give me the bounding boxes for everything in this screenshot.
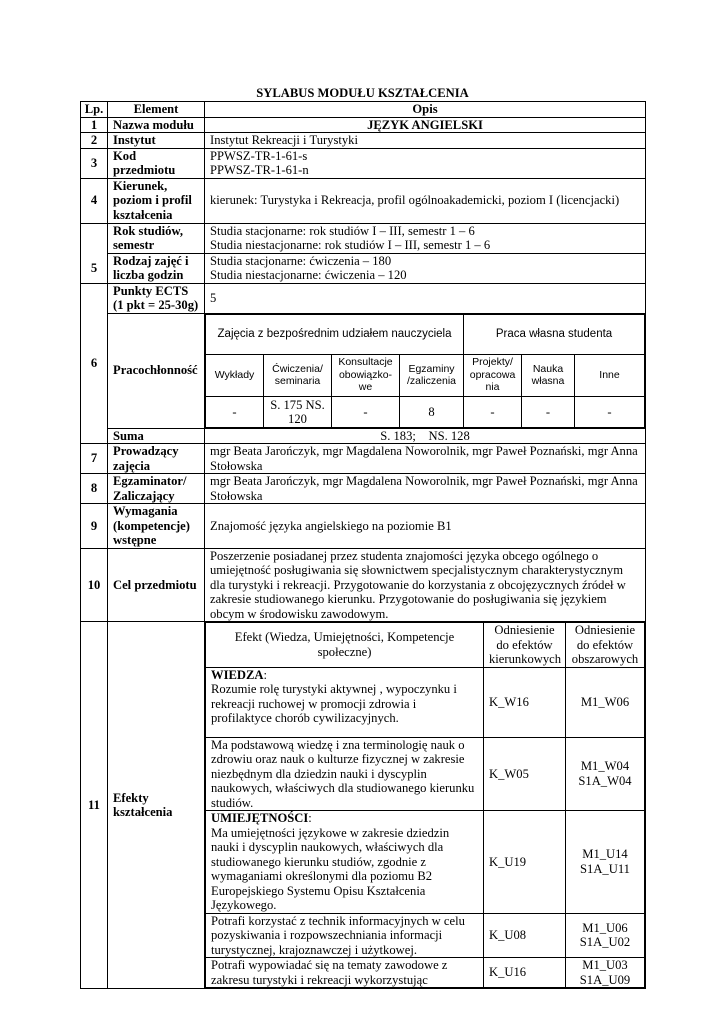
col-value: - [464,396,522,427]
effect-description: WIEDZA: Rozumie rolę turystyki aktywnej , wypoczynku i rekreacji ruchowej w promocji zdrowia i profilaktyce chorób cywilizacyjnych. [206,667,484,737]
table-row [81,428,646,444]
year-semester-value [205,223,646,253]
text-line: Studia stacjonarne: rok studiów I – III, semestr 1 – 6 [210,223,475,238]
table-row [81,178,646,223]
row-number: 9 [81,504,108,549]
table-row [81,504,646,549]
effect-obsz [566,913,645,958]
page-title: SYLABUS MODUŁU KSZTAŁCENIA [256,86,469,100]
class-hours-value [205,253,646,283]
code-line: PPWSZ-TR-1-61-s [210,148,308,163]
table-row [81,133,646,149]
col-header: Egzaminy /zaliczenia [400,354,464,396]
instructors-value: mgr Beata Jarończyk, mgr Magdalena Noworolnik, mgr Paweł Poznański, mgr Anna Stołowska [205,444,646,474]
text-line: Studia stacjonarne: ćwiczenia – 180 [210,253,392,268]
row-label: Rok studiów, semestr [108,223,205,253]
effect-text: Potrafi korzystać z technik informacyjnych w celu pozyskiwania i rozpowszechniania informacji turystycznej, krajoznawczej i użytkowej. [211,913,465,957]
col-header: Wykłady [206,354,264,396]
effects-table-cell [205,622,646,989]
row-number: 2 [81,133,108,149]
row-label [108,283,205,313]
row-label: Nazwa modułu [108,117,205,133]
ects-label: Punkty ECTS (1 pkt = 25-30g) [113,283,199,312]
effects-header-effect: Efekt (Wiedza, Umiejętności, Kompetencje społeczne) [206,623,484,668]
table-row [81,313,646,428]
code-line: PPWSZ-TR-1-61-n [210,163,309,177]
effect-row [206,958,645,988]
group-direct: Zajęcia z bezpośrednim udziałem nauczyciela [206,314,464,354]
effect-kier: K_U19 [484,811,566,914]
institute-value: Instytut Rekreacji i Turystyki [205,133,646,149]
group-own: Praca własna studenta [464,314,645,354]
workload-table-cell [205,313,646,428]
row-number: 3 [81,148,108,178]
effect-heading: UMIEJĘTNOŚCI [211,811,309,825]
obsz-line: S1A_W04 [578,773,632,788]
col-value: - [575,396,645,427]
obsz-line: S1A_U02 [579,935,631,950]
table-row [81,474,646,504]
effect-text: Ma podstawową wiedzę i zna terminologię nauk o zdrowiu oraz nauk o kulturze fizycznej w zakresie niezbędnym dla dziedzin nauki i dyscyplin naukowych, właściwych dla studiowanego kierunku studiów. [211,737,475,810]
effect-kier: K_U16 [484,958,566,988]
effect-kier: K_W16 [484,667,566,737]
effect-obsz [566,667,645,737]
row-number: 4 [81,178,108,223]
table-row [81,117,646,133]
row-number: 1 [81,117,108,133]
obsz-line: M1_W06 [580,694,630,709]
row-number: 11 [81,622,108,989]
obsz-line: S1A_U09 [579,972,631,987]
effect-obsz [566,811,645,914]
effect-obsz [566,958,645,988]
effects-header-kier: Odniesienie do efektów kierunkowych [484,623,566,668]
effects-table [205,622,645,988]
row-label: Rodzaj zajęć i liczba godzin [108,253,205,283]
table-row [81,253,646,283]
table-row [81,622,646,989]
sum-value: S. 183; NS. 128 [205,428,646,444]
field-value: kierunek: Turystyka i Rekreacja, profil ogólnoakademicki, poziom I (licencjacki) [205,178,646,223]
obsz-line: M1_U14 [582,847,628,862]
effect-text: Ma umiejętności językowe w zakresie dziedzin nauki i dyscyplin naukowych, właściwych dla studiowanego kierunku studiów, zgodnie z wymaganiami określonymi dla poziomu B2 Europejskiego Systemu Opisu Kształcenia Językowego. [211,825,450,912]
table-row [81,148,646,178]
row-label: Efekty kształcenia [108,622,205,989]
effect-description [206,958,484,988]
col-header: Nauka własna [522,354,575,396]
row-label: Cel przedmiotu [108,548,205,622]
module-name: JĘZYK ANGIELSKI [205,117,646,133]
col-header: Inne [575,354,645,396]
effect-kier: K_W05 [484,737,566,811]
row-number [81,223,108,253]
effect-row [206,667,645,737]
obsz-line: M1_U06 [582,920,628,935]
row-number: 5 [81,253,108,283]
course-code-value [205,148,646,178]
row-label: Kierunek, poziom i profil kształcenia [108,178,205,223]
objective-value: Poszerzenie posiadanej przez studenta znajomości języka obcego ogólnego o umiejętność posługiwania się słownictwem specjalistycznym charakterystycznym dla turystyki i rekreacji. Przygotowanie do korzystania z obcojęzycznych źródeł w zakresie studiowanego kierunku. Przygotowanie do posługiwania się językiem obcym w środowisku zawodowym. [205,548,646,622]
effect-description: UMIEJĘTNOŚCI: Ma umiejętności językowe w zakresie dziedzin nauki i dyscyplin naukowych, właściwych dla studiowanego kierunku studiów, zgodnie z wymaganiami określonymi dla poziomu B2 Europejskiego Systemu Opisu Kształcenia Językowego. [206,811,484,914]
table-row [81,223,646,253]
effect-description [206,913,484,958]
row-label: Wymagania (kompetencje) wstępne [108,504,205,549]
table-row [81,283,646,313]
col-header: Konsultacje obowiązko-we [332,354,400,396]
effect-description [206,737,484,811]
table-row [81,444,646,474]
row-number: 6 [81,283,108,444]
obsz-line: M1_U03 [582,958,628,972]
examiners-value: mgr Beata Jarończyk, mgr Magdalena Noworolnik, mgr Paweł Poznański, mgr Anna Stołowska [205,474,646,504]
row-label: Egzaminator/ Zaliczający [108,474,205,504]
row-number: 8 [81,474,108,504]
header-lp: Lp. [81,102,108,118]
syllabus-table [80,101,646,989]
col-header: Ćwiczenia/ seminaria [264,354,332,396]
row-label: Kod przedmiotu [108,148,205,178]
requirements-value: Znajomość języka angielskiego na poziomie B1 [205,504,646,549]
text-line: Studia niestacjonarne: ćwiczenia – 120 [210,268,407,282]
col-value: 8 [400,396,464,427]
col-value: S. 175 NS. 120 [264,396,332,427]
header-element: Element [108,102,205,118]
effect-heading: WIEDZA [211,667,264,682]
row-label: Prowadzący zajęcia [108,444,205,474]
effect-obsz [566,737,645,811]
header-opis: Opis [205,102,646,118]
row-label: Suma [108,428,205,444]
workload-table [205,314,645,428]
col-header: Projekty/ opracowa nia [464,354,522,396]
row-number: 7 [81,444,108,474]
effects-header-obsz: Odniesienie do efektów obszarowych [566,623,645,668]
row-label: Instytut [108,133,205,149]
row-number: 10 [81,548,108,622]
effect-row [206,913,645,958]
obsz-line: S1A_U11 [580,861,630,876]
col-value: - [332,396,400,427]
col-value: - [206,396,264,427]
ects-value: 5 [205,283,646,313]
effect-text: Rozumie rolę turystyki aktywnej , wypoczynku i rekreacji ruchowej w promocji zdrowia i profilaktyce chorób cywilizacyjnych. [211,682,457,725]
obsz-line: M1_W04 [580,759,630,774]
effect-kier: K_U08 [484,913,566,958]
effect-row [206,811,645,914]
table-row [81,548,646,622]
effect-row [206,737,645,811]
text-line: Studia niestacjonarne: rok studiów I – III, semestr 1 – 6 [210,238,491,252]
row-label: Pracochłonność [108,313,205,428]
effect-text: Potrafi wypowiadać się na tematy zawodowe z zakresu turystyki i rekreacji wykorzystując [211,958,448,987]
col-value: - [522,396,575,427]
header-row [81,102,646,118]
